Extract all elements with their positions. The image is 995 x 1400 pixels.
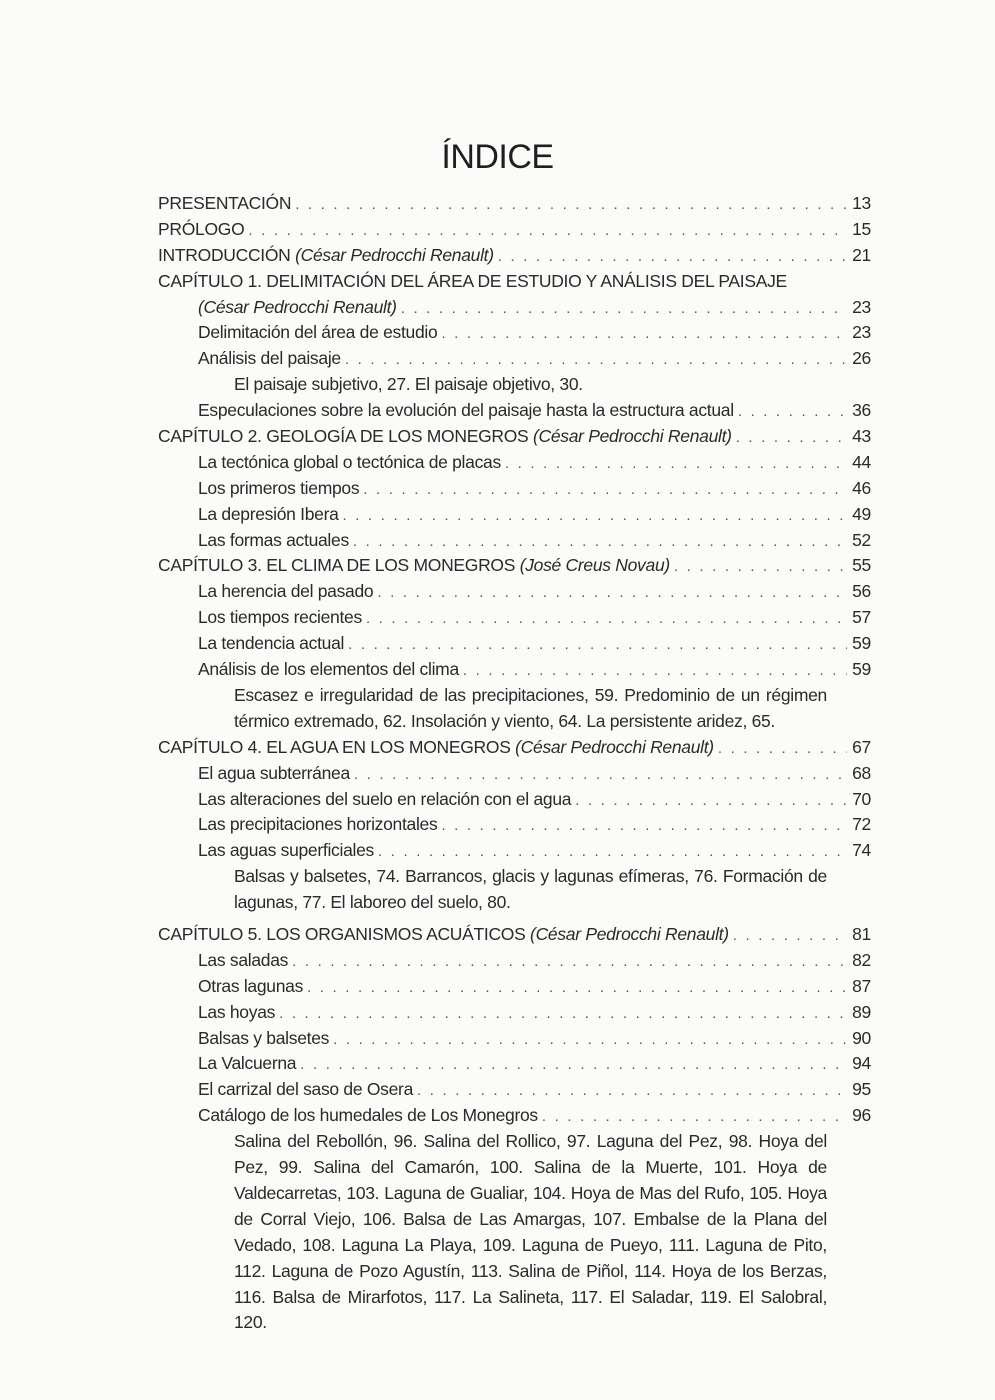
section-title: Catálogo de los humedales de Los Monegros: [198, 1105, 538, 1126]
toc-section: [158, 476, 871, 502]
dot-leader: [498, 244, 847, 270]
toc-chapter-5: [158, 922, 871, 948]
page-number: 46: [852, 477, 871, 498]
toc-section: [158, 812, 871, 838]
dot-leader: [733, 923, 847, 949]
chapter-title: [158, 735, 718, 761]
entry-text: CAPÍTULO 2. GEOLOGÍA DE LOS MONEGROS: [158, 426, 529, 447]
section-title: Análisis de los elementos del clima: [198, 659, 459, 680]
toc-chapter-2: [158, 424, 871, 450]
toc-section: [158, 528, 871, 554]
chapter-title: CAPÍTULO 1. DELIMITACIÓN DEL ÁREA DE ESTUDIO Y ANÁLISIS DEL PAISAJE: [158, 270, 787, 291]
subsection-list: Escasez e irregularidad de las precipitaciones, 59. Predominio de un régimen térmico extremado, 62. Insolación y viento, 64. La persistente aridez, 65.: [234, 684, 827, 731]
dot-leader: [295, 192, 847, 218]
page-number: 49: [852, 503, 871, 524]
dot-leader: [441, 813, 847, 839]
dot-leader: [363, 477, 847, 503]
dot-leader: [345, 347, 847, 373]
page-number: 87: [852, 975, 871, 996]
dot-leader: [378, 839, 847, 865]
table-of-contents: [158, 191, 871, 1336]
toc-section: [158, 838, 871, 864]
toc-section: [158, 579, 871, 605]
section-title: Las alteraciones del suelo en relación con el agua: [198, 788, 572, 809]
dot-leader: [718, 736, 847, 762]
entry-text: CAPÍTULO 5. LOS ORGANISMOS ACUÁTICOS: [158, 924, 526, 945]
page-number: 95: [852, 1079, 871, 1100]
toc-section: [158, 1000, 871, 1026]
page-number: 23: [852, 296, 871, 317]
page-number: 70: [852, 788, 871, 809]
dot-leader: [343, 503, 847, 529]
page-number: 56: [852, 581, 871, 602]
section-title: La depresión Ibera: [198, 503, 339, 524]
dot-leader: [333, 1027, 847, 1053]
page-number: 59: [852, 659, 871, 680]
toc-section: [158, 974, 871, 1000]
toc-section: [158, 450, 871, 476]
toc-chapter-4: [158, 735, 871, 761]
dot-leader: [279, 1001, 847, 1027]
dot-leader: [300, 1052, 847, 1078]
page-number: 82: [852, 949, 871, 970]
section-title: El carrizal del saso de Osera: [198, 1079, 414, 1100]
toc-section: [158, 502, 871, 528]
dot-leader: [575, 788, 847, 814]
toc-section: [158, 657, 871, 683]
toc-entry-title: PRESENTACIÓN: [158, 193, 292, 213]
entry-text: CAPÍTULO 4. EL AGUA EN LOS MONEGROS: [158, 736, 511, 757]
chapter-title: [158, 553, 674, 579]
section-title: La herencia del pasado: [198, 581, 374, 602]
page-number: 44: [852, 451, 871, 472]
dot-leader: [417, 1078, 847, 1104]
dot-leader: [542, 1104, 847, 1130]
dot-leader: [738, 399, 847, 425]
entry-author: (César Pedrocchi Renault): [295, 244, 494, 265]
section-title: Balsas y balsetes: [198, 1027, 330, 1048]
section-title: Especulaciones sobre la evolución del paisaje hasta la estructura actual: [198, 400, 734, 421]
toc-section: [158, 631, 871, 657]
toc-entry-title: [158, 243, 498, 269]
section-title: Otras lagunas: [198, 975, 304, 996]
dot-leader: [348, 632, 847, 658]
dot-leader: [366, 606, 847, 632]
section-title: La tectónica global o tectónica de placas: [198, 451, 501, 472]
toc-chapter-3: [158, 553, 871, 579]
dot-leader: [354, 762, 847, 788]
page-number: 68: [852, 762, 871, 783]
toc-section: [158, 948, 871, 974]
page-title: ÍNDICE: [441, 138, 554, 176]
section-title: La Valcuerna: [198, 1053, 297, 1074]
page-number: 59: [852, 633, 871, 654]
toc-entry-presentacion: [158, 191, 871, 217]
page-number: 55: [852, 555, 871, 576]
page-number: 36: [852, 400, 871, 421]
dot-leader: [736, 425, 847, 451]
section-title: Las precipitaciones horizontales: [198, 814, 438, 835]
page-number: 74: [852, 840, 871, 861]
toc-chapter-1-author: [158, 295, 871, 321]
toc-section: [158, 398, 871, 424]
page-number: 21: [852, 244, 871, 265]
page-number: 52: [852, 529, 871, 550]
toc-entry-prologo: [158, 217, 871, 243]
subsection-list: Balsas y balsetes, 74. Barrancos, glacis y lagunas efímeras, 76. Formación de lagunas, 77. El laboreo del suelo, 80.: [234, 866, 827, 913]
page-number: 72: [852, 814, 871, 835]
subsection-list: Salina del Rebollón, 96. Salina del Rollico, 97. Laguna del Pez, 98. Hoya del Pez, 99. Salina del Camarón, 100. Salina de la Muerte, 101. Hoya de Valdecarretas, 103. Laguna de Gualiar, 104. Hoya de Mas del Rufo, 105. Hoya de Corral Viejo, 106. Balsa de Las Amargas, 107. Embalse de la Plana del Vedado, 108. Laguna La Playa, 109. Laguna de Pueyo, 111. Laguna de Pito, 112. Laguna de Pozo Agustín, 113. Salina de Piñol, 114. Hoya de los Berzas, 116. Balsa de Mirarfotos, 117. La Salineta, 117. El Saladar, 119. El Salobral, 120.: [234, 1131, 827, 1333]
chapter-title: [158, 922, 733, 948]
page-number: 67: [852, 736, 871, 757]
subsection-list: El paisaje subjetivo, 27. El paisaje objetivo, 30.: [234, 374, 583, 395]
page-number: 15: [852, 218, 871, 239]
entry-author: (César Pedrocchi Renault): [532, 426, 732, 447]
toc-section: [158, 1103, 871, 1129]
entry-author: (César Pedrocchi Renault): [530, 924, 729, 945]
section-title: Los tiempos recientes: [198, 607, 362, 628]
section-title: Delimitación del área de estudio: [198, 322, 438, 343]
page-number: 13: [852, 193, 871, 213]
entry-author: (César Pedrocchi Renault): [515, 736, 714, 757]
dot-leader: [307, 975, 847, 1001]
entry-text: INTRODUCCIÓN: [158, 244, 291, 265]
page-number: 94: [852, 1053, 871, 1074]
section-title: El agua subterránea: [198, 762, 350, 783]
dot-leader: [248, 218, 847, 244]
entry-author: (César Pedrocchi Renault): [198, 296, 397, 317]
dot-leader: [505, 451, 847, 477]
dot-leader: [441, 321, 847, 347]
section-title: Las saladas: [198, 949, 289, 970]
page-number: 23: [852, 322, 871, 343]
section-title: Análisis del paisaje: [198, 348, 341, 369]
toc-section: [158, 787, 871, 813]
toc-section: [158, 605, 871, 631]
section-title: Las formas actuales: [198, 529, 349, 550]
chapter-title: [158, 424, 736, 450]
entry-author: (José Creus Novau): [519, 555, 670, 576]
dot-leader: [353, 529, 847, 555]
toc-entry-title: [198, 295, 401, 321]
toc-section: [158, 761, 871, 787]
section-title: La tendencia actual: [198, 633, 345, 654]
section-title: Los primeros tiempos: [198, 477, 360, 498]
toc-section: [158, 1051, 871, 1077]
toc-entry-title: PRÓLOGO: [158, 218, 245, 239]
dot-leader: [401, 296, 847, 322]
page-number: 89: [852, 1001, 871, 1022]
page-number: 96: [852, 1105, 871, 1126]
toc-entry-introduccion: [158, 243, 871, 269]
dot-leader: [463, 658, 847, 684]
toc-section: [158, 1026, 871, 1052]
page-number: 57: [852, 607, 871, 628]
section-title: Las aguas superficiales: [198, 840, 374, 861]
page-number: 26: [852, 348, 871, 369]
toc-section: [158, 1077, 871, 1103]
toc-chapter-1: [158, 269, 871, 295]
page-number: 43: [852, 426, 871, 447]
page-number: 90: [852, 1027, 871, 1048]
dot-leader: [377, 580, 847, 606]
dot-leader: [674, 554, 847, 580]
toc-section: [158, 346, 871, 372]
page-number: 81: [852, 924, 871, 945]
dot-leader: [292, 949, 847, 975]
section-title: Las hoyas: [198, 1001, 276, 1022]
entry-text: CAPÍTULO 3. EL CLIMA DE LOS MONEGROS: [158, 555, 516, 576]
toc-section: [158, 320, 871, 346]
